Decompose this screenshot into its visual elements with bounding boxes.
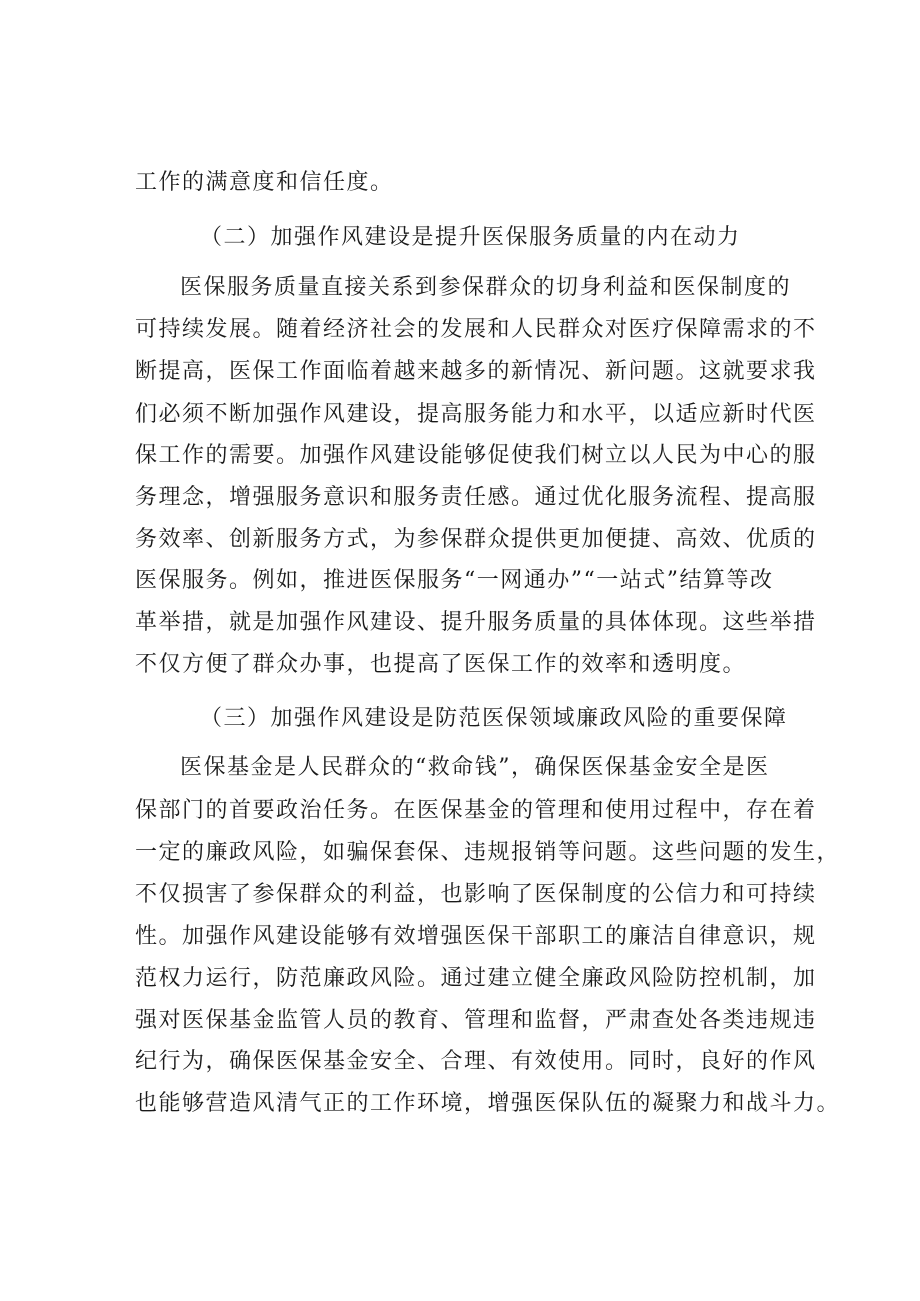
paragraph-line: 性。加强作风建设能够有效增强医保干部职工的廉洁自律意识，规 [135,924,817,949]
paragraph-line: 保部门的首要政治任务。在医保基金的管理和使用过程中，存在着 [135,798,817,823]
paragraph-line: 革举措，就是加强作风建设、提升服务质量的具体体现。这些举措 [135,610,817,635]
paragraph-line: 医保基金是人民群众的“救命钱”，确保医保基金安全是医 [180,755,770,780]
section-heading-2: （二）加强作风建设是提升医保服务质量的内在动力 [200,225,741,250]
paragraph-line: 断提高，医保工作面临着越来越多的新情况、新问题。这就要求我 [135,359,817,384]
paragraph-tail: 工作的满意度和信任度。 [135,170,394,195]
paragraph-line: 一定的廉政风险，如骗保套保、违规报销等问题。这些问题的发生， [135,840,841,865]
paragraph-line: 医保服务。例如，推进医保服务“一网通办”“一站式”结算等改 [135,568,774,593]
paragraph-line: 不仅方便了群众办事，也提高了医保工作的效率和透明度。 [135,652,747,677]
paragraph-line: 不仅损害了参保群众的利益，也影响了医保制度的公信力和可持续 [135,882,817,907]
paragraph-line: 务理念，增强服务意识和服务责任感。通过优化服务流程、提高服 [135,485,817,510]
section-heading-3: （三）加强作风建设是防范医保领域廉政风险的重要保障 [200,706,788,731]
paragraph-line: 务效率、创新服务方式，为参保群众提供更加便捷、高效、优质的 [135,527,817,552]
paragraph-line: 范权力运行，防范廉政风险。通过建立健全廉政风险防控机制，加 [135,966,817,991]
paragraph-line: 强对医保基金监管人员的教育、管理和监督，严肃查处各类违规违 [135,1008,817,1033]
paragraph-line: 们必须不断加强作风建设，提高服务能力和水平，以适应新时代医 [135,402,817,427]
paragraph-line: 也能够营造风清气正的工作环境，增强医保队伍的凝聚力和战斗力。 [135,1091,841,1116]
paragraph-line: 可持续发展。随着经济社会的发展和人民群众对医疗保障需求的不 [135,317,817,342]
paragraph-line: 保工作的需要。加强作风建设能够促使我们树立以人民为中心的服 [135,443,817,468]
paragraph-line: 医保服务质量直接关系到参保群众的切身利益和医保制度的 [180,275,792,300]
paragraph-line: 纪行为，确保医保基金安全、合理、有效使用。同时，良好的作风 [135,1049,817,1074]
